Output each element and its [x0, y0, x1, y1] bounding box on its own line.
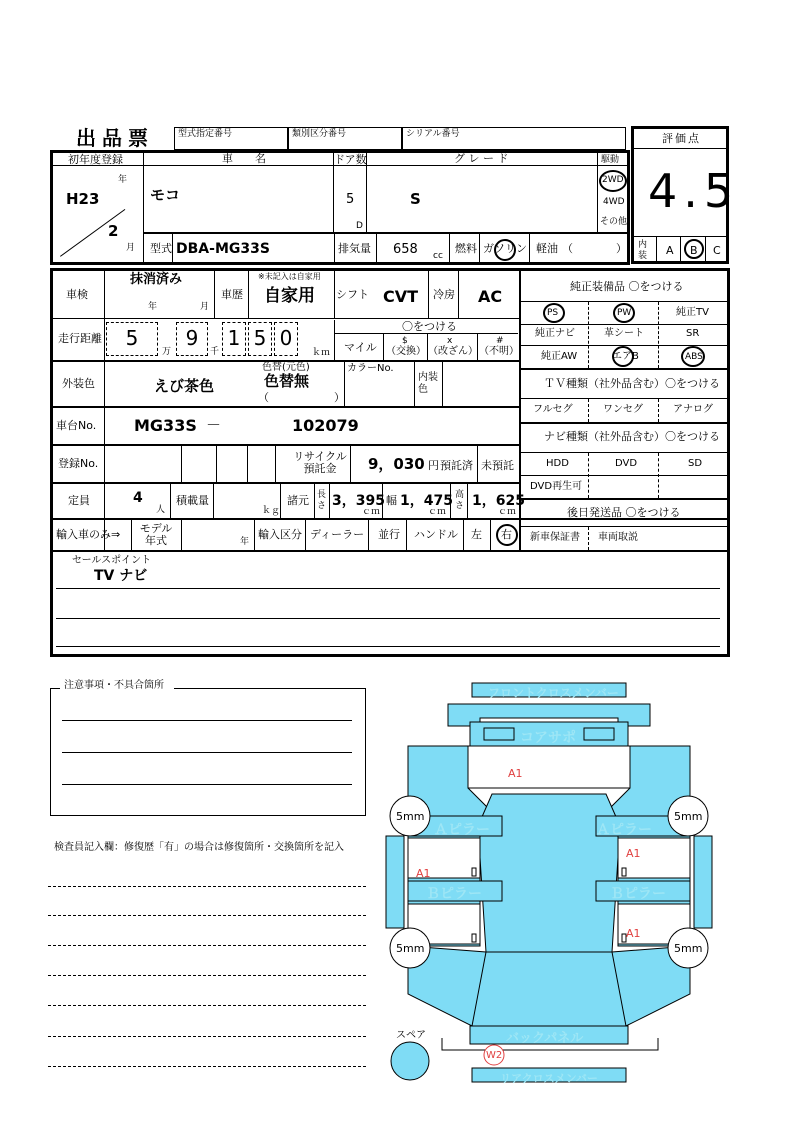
left-side-sill	[386, 836, 404, 928]
mileage-digit-2: 9	[176, 322, 208, 356]
navi-hdd: HDD	[546, 458, 569, 469]
width-unit: ｃｍ	[428, 507, 447, 517]
color-no-label: カラーNo.	[347, 363, 394, 374]
model: DBA-MG33S	[176, 241, 270, 257]
a-pillar-left-label: Ａピラー	[434, 822, 490, 838]
recycle-deposited: 預託済	[440, 459, 473, 472]
height-value: 1，625	[472, 493, 525, 509]
repaint-paren-close: ）	[334, 391, 345, 404]
interior-a: A	[666, 244, 674, 257]
mileage-digit-3: 1	[222, 322, 246, 356]
width-label: 幅	[386, 494, 397, 507]
capacity-unit: 人	[156, 505, 166, 515]
b-pillar-left-label: Ｂピラー	[426, 886, 482, 902]
repaint-value: 色替無	[264, 372, 310, 390]
history-value: 自家用	[264, 286, 315, 306]
import-type-label: 輸入区分	[258, 528, 302, 541]
front-cross-label: フロントクロスメンバー	[488, 686, 619, 700]
chassis-prefix: MG33S	[134, 416, 197, 435]
equip-sr: SR	[686, 328, 700, 339]
mileage-mile: マイル	[344, 341, 377, 354]
fuel-paren-close: ）	[616, 242, 627, 255]
tire-rear-right-text: 5mm	[674, 942, 703, 955]
capacity-value: 4	[133, 490, 143, 506]
grade: S	[410, 190, 421, 208]
chassis-number: 102079	[292, 416, 359, 435]
equipment-title: 純正装備品 〇をつける	[570, 280, 684, 293]
mileage-digit-5: 0	[274, 322, 298, 356]
fuel-label: 燃料	[455, 242, 477, 255]
equip-tv: 純正TV	[676, 307, 709, 318]
core-support-label: コアサポ	[520, 730, 576, 746]
capacity-label: 定員	[68, 494, 90, 507]
model-year-label: モデル年式	[139, 522, 173, 547]
history-note: ※未記入は自家用	[258, 272, 321, 281]
inspection-status: 抹消済み	[130, 272, 183, 287]
model-label: 型式	[150, 242, 172, 255]
fuel-gasoline-circle	[494, 239, 516, 261]
history-label: 車歴	[221, 288, 243, 301]
shift-value: CVT	[383, 287, 419, 306]
doors-label: ドア数	[334, 153, 367, 166]
navi-sd: SD	[688, 458, 703, 469]
tv-analog: アナログ	[673, 404, 713, 415]
displacement-label: 排気量	[338, 242, 371, 255]
chassis-label: 車台No.	[56, 419, 97, 432]
b-pillar-right-label: Ｂピラー	[610, 886, 666, 902]
car-name-label: 車 名	[222, 152, 266, 165]
color-value: えび茶色	[154, 377, 215, 395]
inspection-year-unit: 年	[148, 302, 158, 312]
chassis-dash: －	[206, 416, 222, 434]
first-reg-month: 2	[108, 222, 119, 240]
category-label: 類別区分番号	[292, 129, 347, 139]
drive-2wd: 2WD	[602, 175, 624, 185]
interior-b: B	[690, 244, 698, 257]
mileage-digit-4: 5	[248, 322, 272, 356]
registration-label: 登録No.	[58, 457, 99, 470]
era-year: H23	[66, 190, 100, 208]
mileage-km: ｋｍ	[312, 348, 331, 358]
year-unit: 年	[118, 175, 128, 185]
fuel-diesel: 軽油	[536, 242, 558, 255]
recycle-label: リサイクル預託金	[293, 450, 347, 475]
dims-label: 諸元	[287, 494, 309, 507]
navi-dvd: DVD	[615, 458, 638, 469]
later-warranty: 新車保証書	[530, 532, 580, 543]
model-cert-label: 型式指定番号	[178, 129, 233, 139]
later-manual: 車両取説	[598, 532, 638, 543]
length-unit: ｃｍ	[362, 507, 381, 517]
mileage-sen: 千	[210, 347, 220, 357]
inspection-label: 車検	[66, 288, 88, 301]
mileage-exchange-sym: $	[402, 336, 408, 346]
fuel-paren-open: （	[562, 242, 573, 255]
sales-label: セールスポイント	[72, 555, 152, 566]
width-value: 1，475	[400, 493, 453, 509]
mileage-unknown-sym: #	[496, 336, 504, 346]
recycle-undeposited: 未預託	[481, 459, 514, 472]
import-dealer: ディーラー	[310, 528, 365, 541]
mark-left: A1	[416, 867, 431, 880]
color-label: 外装色	[62, 377, 95, 390]
shift-label: シフト	[336, 288, 369, 301]
spare-label: スペア	[396, 1030, 426, 1041]
doors: 5	[346, 192, 355, 207]
interior-color-label: 内装色	[418, 372, 438, 395]
grade-label: グ レ ー ド	[454, 152, 509, 165]
load-label: 積載量	[176, 494, 209, 507]
length-value: 3，395	[332, 493, 385, 509]
doors-unit: D	[356, 221, 363, 231]
tire-front-right-text: 5mm	[674, 810, 703, 823]
rear-floor	[472, 952, 626, 1026]
tire-rear-left-text: 5mm	[396, 942, 425, 955]
mileage-man: 万	[162, 347, 172, 357]
import-label: 輸入車のみ⇒	[56, 528, 121, 541]
fuel-gasoline: ガソリン	[483, 242, 527, 255]
first-reg-label: 初年度登録	[68, 153, 123, 166]
tire-front-left-text: 5mm	[396, 810, 425, 823]
later-title: 後日発送品 〇をつける	[567, 506, 681, 519]
month-unit: 月	[126, 243, 136, 253]
ac-label: 冷房	[433, 288, 455, 301]
inspection-month-unit: 月	[200, 302, 210, 312]
mileage-tamper-sym: x	[447, 336, 453, 346]
notes-label: 注意事項・不具合箇所	[64, 680, 164, 691]
score-label: 評価点	[662, 132, 701, 145]
car-name: モコ	[150, 186, 181, 204]
length-label: 長さ	[317, 490, 327, 511]
a-pillar-right-label: Ａピラー	[596, 822, 652, 838]
equip-leather: 革シート	[604, 328, 644, 339]
mileage-label: 走行距離	[58, 332, 102, 345]
recycle-value: 9，030	[368, 455, 425, 473]
mark-rear: W2	[486, 1050, 503, 1061]
rear-cross-label: リアクロスメンバー	[500, 1072, 598, 1085]
inspector-label: 検査員記入欄：修復歴「有」の場合は修復箇所・交換箇所を記入	[54, 842, 344, 853]
equip-abs: ABS	[685, 352, 703, 362]
import-parallel: 並行	[378, 528, 400, 541]
sheet-title: 出品票	[76, 126, 154, 150]
navi-dvd-play: DVD再生可	[530, 481, 583, 492]
mileage-exchange: （交換）	[386, 346, 426, 357]
serial-label: シリアル番号	[406, 129, 460, 139]
height-label: 高さ	[455, 490, 465, 511]
mark-hood: A1	[508, 767, 523, 780]
sales-value: TV ナビ	[94, 568, 148, 584]
right-side-sill	[694, 836, 712, 928]
ac-value: AC	[478, 287, 503, 306]
drive-other: その他	[600, 217, 628, 227]
recycle-unit: 円	[428, 459, 439, 472]
load-unit: ｋｇ	[262, 506, 281, 516]
mark-right-rear: A1	[626, 927, 641, 940]
back-panel-label: バックパネル	[506, 1031, 584, 1046]
mileage-digit-1: 5	[106, 322, 158, 356]
score-value: 4.5	[648, 164, 740, 218]
hood	[468, 746, 630, 788]
equip-aw: 純正AW	[541, 351, 578, 362]
repaint-paren-open: （	[258, 391, 269, 404]
repaint-label: 色替(元色)	[262, 362, 310, 373]
handle-right: 右	[501, 528, 512, 541]
drive-label: 駆動	[601, 155, 620, 165]
equip-airbag: エアB	[612, 351, 639, 362]
interior-label: 内装	[638, 240, 648, 261]
import-year-unit: 年	[240, 537, 250, 547]
mileage-unknown: （不明）	[479, 346, 519, 357]
tv-oneseg: ワンセグ	[603, 404, 643, 415]
mileage-circle-note: 〇をつける	[402, 320, 457, 333]
displacement: 658	[393, 242, 418, 257]
height-unit: ｃｍ	[498, 507, 517, 517]
tv-title: ＴＶ種類（社外品含む）〇をつける	[544, 377, 720, 390]
tv-fullseg: フルセグ	[533, 404, 573, 415]
mark-right-front: A1	[626, 847, 641, 860]
equip-navi: 純正ナビ	[535, 328, 575, 339]
equip-pw: PW	[617, 308, 632, 318]
spare-tire	[391, 1042, 429, 1080]
drive-4wd: 4WD	[603, 197, 625, 207]
navi-title: ナビ種類（社外品含む）〇をつける	[544, 430, 720, 443]
equip-ps: PS	[547, 308, 559, 318]
handle-label: ハンドル	[414, 528, 458, 541]
handle-left: 左	[471, 528, 482, 541]
mileage-tamper: （改ざん）	[428, 346, 478, 357]
interior-c: C	[713, 244, 721, 257]
cc-unit: cc	[433, 251, 443, 261]
